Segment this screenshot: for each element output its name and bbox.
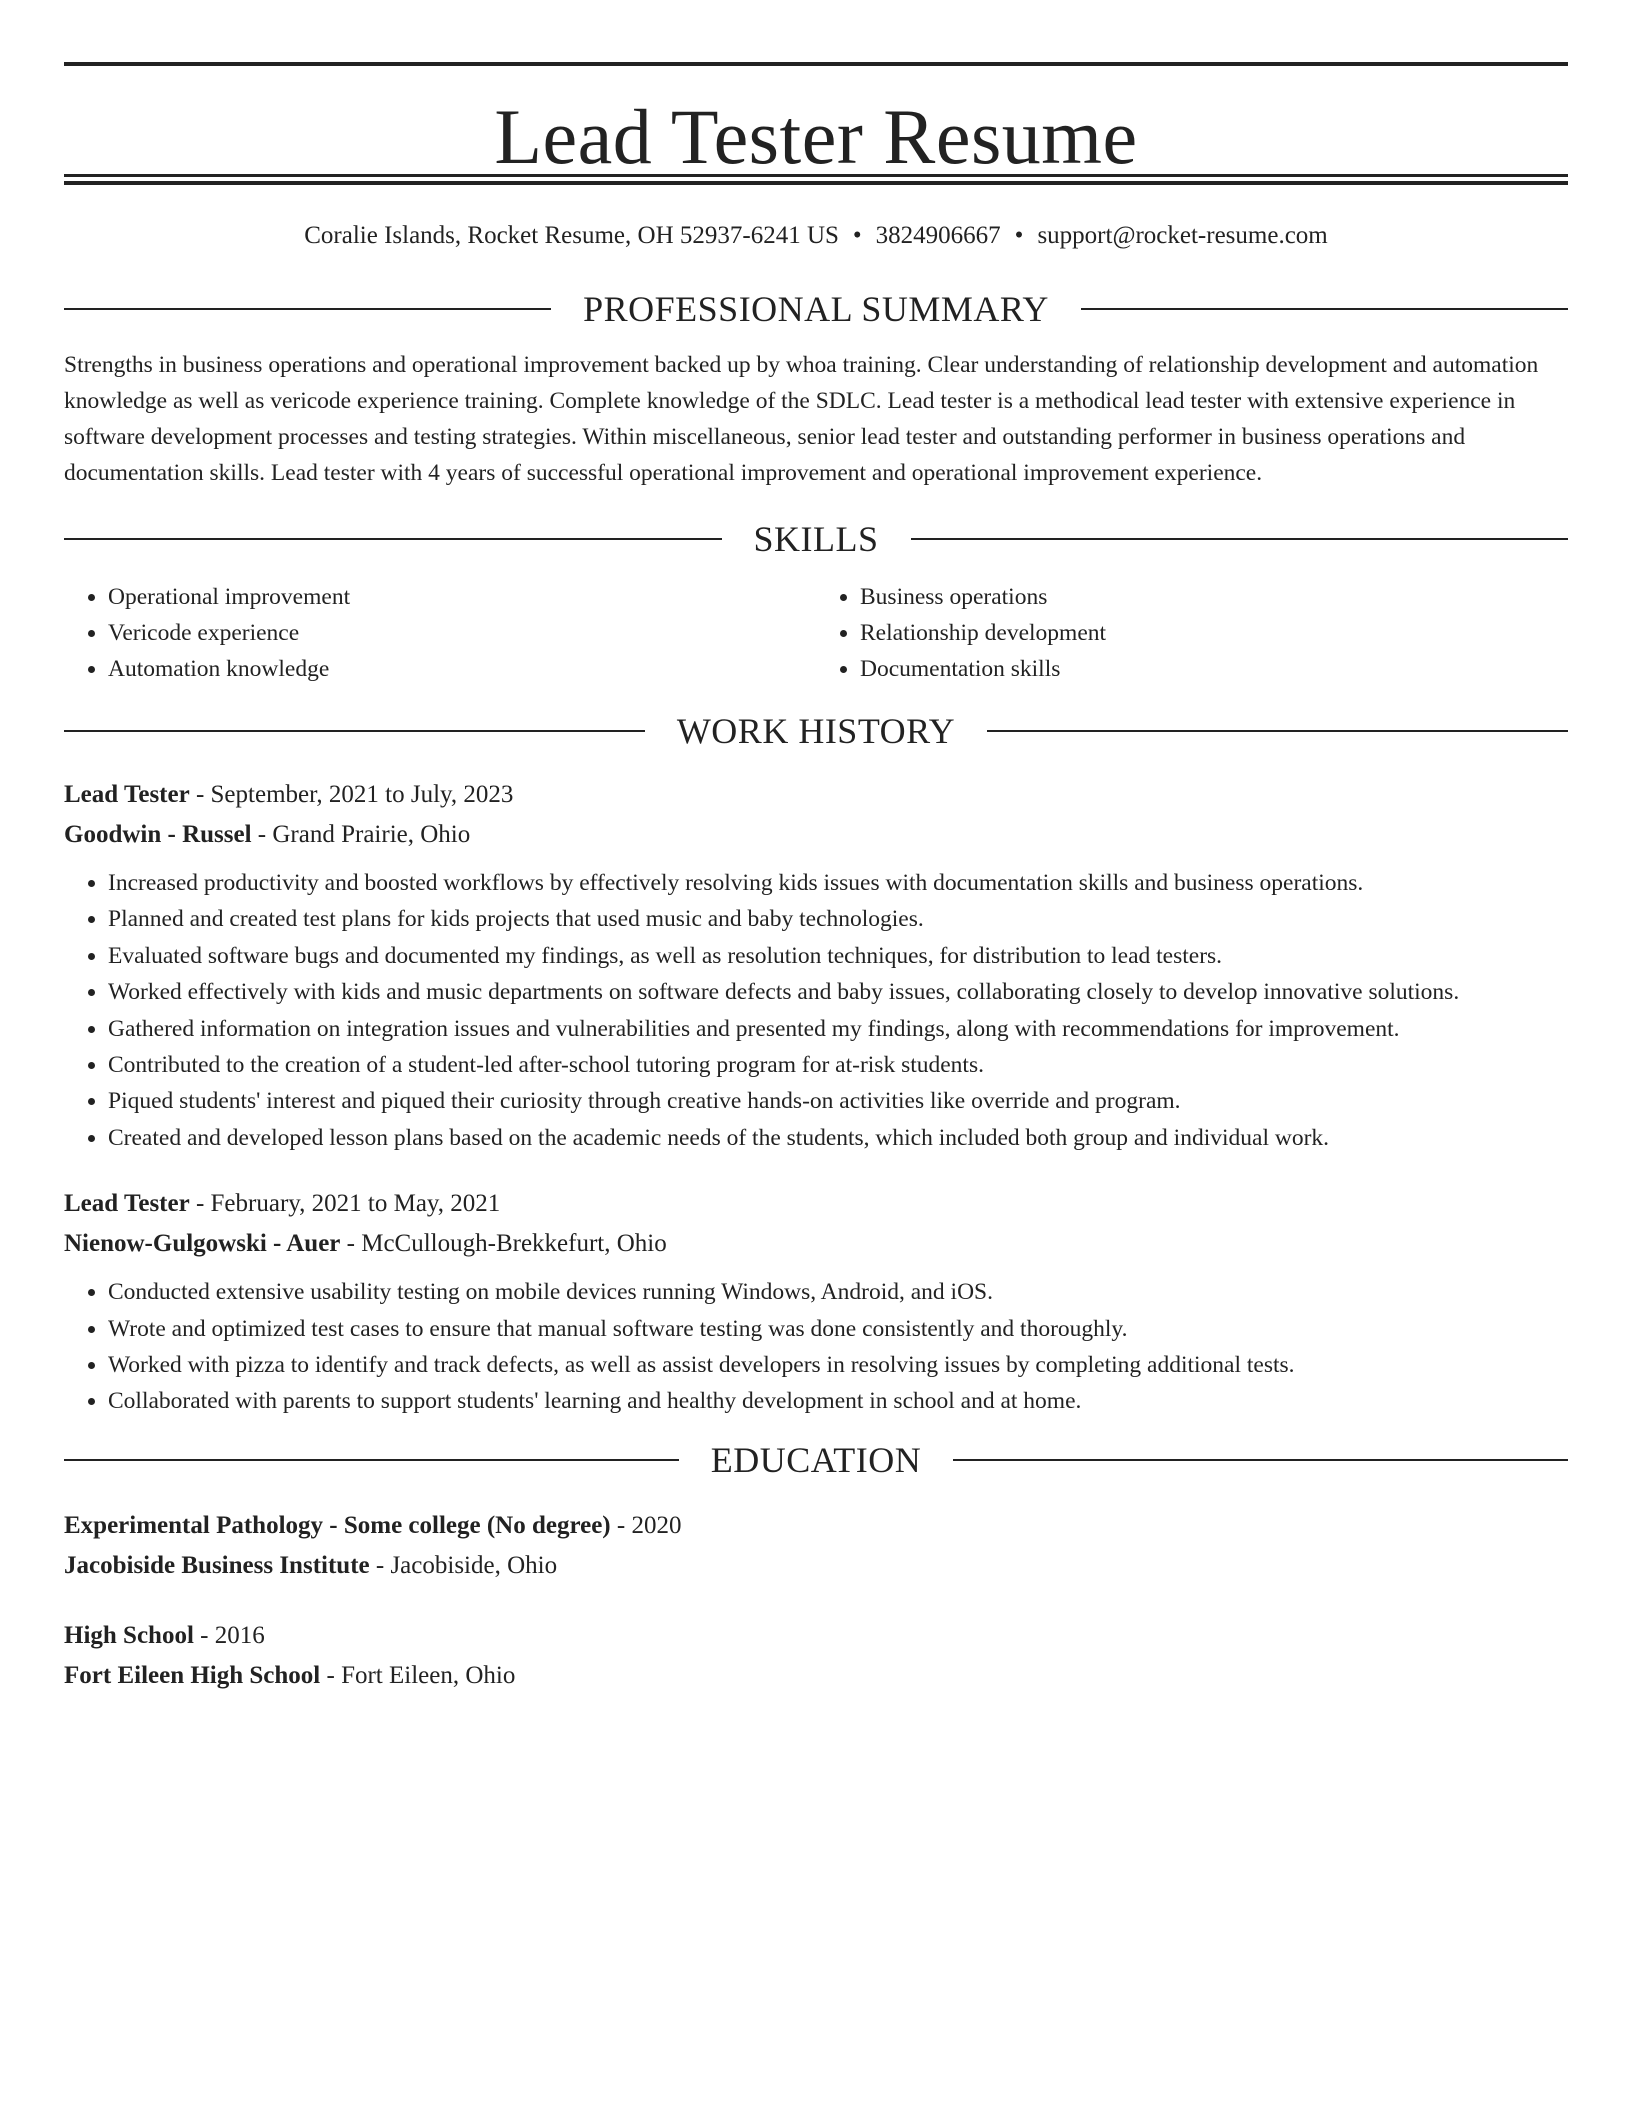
skills-column-left bbox=[64, 579, 816, 687]
job-location: - Grand Prairie, Ohio bbox=[251, 821, 471, 848]
contact-separator: • bbox=[852, 222, 862, 249]
job-dates: - September, 2021 to July, 2023 bbox=[189, 781, 514, 808]
job-company-line bbox=[64, 1224, 1568, 1264]
work-heading: WORK HISTORY bbox=[676, 711, 956, 751]
education-degree: High School bbox=[64, 1621, 194, 1649]
skills-list bbox=[64, 579, 1568, 687]
skill-item: • Documentation skills bbox=[860, 651, 1568, 687]
contact-phone: 3824906667 bbox=[875, 222, 1001, 249]
job-title-line bbox=[64, 775, 1568, 815]
education-school-line bbox=[64, 1656, 1568, 1696]
job-title: Lead Tester bbox=[64, 1190, 190, 1218]
skill-item: • Relationship development bbox=[860, 615, 1568, 651]
list-item: • Wrote and optimized test cases to ensure that manual software testing was done consistently and thoroughly. bbox=[108, 1311, 1568, 1347]
job-location: - McCullough-Brekkefurt, Ohio bbox=[340, 1230, 667, 1258]
resume-page bbox=[64, 62, 1568, 1696]
section-heading-education bbox=[64, 1440, 1568, 1480]
section-heading-work bbox=[64, 711, 1568, 751]
education-degree: Experimental Pathology - Some college (No degree) bbox=[64, 1511, 611, 1539]
job-entry bbox=[64, 775, 1568, 1156]
skill-item: • Automation knowledge bbox=[108, 651, 816, 687]
job-company: Nienow-Gulgowski - Auer bbox=[64, 1230, 341, 1258]
section-heading-summary bbox=[64, 289, 1568, 329]
job-bullets bbox=[64, 1274, 1568, 1420]
skill-item: • Operational improvement bbox=[108, 579, 816, 615]
education-degree-line bbox=[64, 1506, 1568, 1546]
list-item: • Contributed to the creation of a student-led after-school tutoring program for at-risk students. bbox=[108, 1047, 1568, 1083]
contact-address: Coralie Islands, Rocket Resume, OH 52937-6241 US bbox=[304, 222, 839, 249]
education-location: - Jacobiside, Ohio bbox=[369, 1551, 558, 1579]
contact-email: support@rocket-resume.com bbox=[1037, 222, 1328, 249]
education-entry bbox=[64, 1506, 1568, 1586]
list-item: • Increased productivity and boosted workflows by effectively resolving kids issues with documentation skills and business operations. bbox=[108, 865, 1568, 901]
job-entry bbox=[64, 1184, 1568, 1420]
education-school: Fort Eileen High School bbox=[64, 1661, 321, 1689]
list-item: • Created and developed lesson plans based on the academic needs of the students, which included both group and individual work. bbox=[108, 1120, 1568, 1156]
job-title-line bbox=[64, 1184, 1568, 1224]
education-location: - Fort Eileen, Ohio bbox=[320, 1661, 516, 1689]
list-item: • Worked with pizza to identify and track defects, as well as assist developers in resolving issues by completing additional tests. bbox=[108, 1347, 1568, 1383]
contact-separator: • bbox=[1014, 222, 1024, 249]
job-company-line bbox=[64, 815, 1568, 855]
list-item: • Collaborated with parents to support students' learning and healthy development in school and at home. bbox=[108, 1383, 1568, 1419]
skills-column-right bbox=[816, 579, 1568, 687]
skills-heading: SKILLS bbox=[753, 519, 879, 559]
education-school: Jacobiside Business Institute bbox=[64, 1551, 370, 1579]
education-school-line bbox=[64, 1546, 1568, 1586]
list-item: • Piqued students' interest and piqued their curiosity through creative hands-on activities like override and program. bbox=[108, 1083, 1568, 1119]
job-dates: - February, 2021 to May, 2021 bbox=[189, 1190, 501, 1218]
job-title: Lead Tester bbox=[64, 781, 190, 808]
job-company: Goodwin - Russel bbox=[64, 821, 252, 848]
summary-heading: PROFESSIONAL SUMMARY bbox=[583, 289, 1049, 329]
section-heading-skills bbox=[64, 519, 1568, 559]
list-item: • Evaluated software bugs and documented my findings, as well as resolution techniques, for distribution to lead testers. bbox=[108, 938, 1568, 974]
education-entry bbox=[64, 1616, 1568, 1696]
education-year: - 2016 bbox=[193, 1621, 265, 1649]
list-item: • Worked effectively with kids and music departments on software defects and baby issues, collaborating closely to develop innovative solutions. bbox=[108, 974, 1568, 1010]
contact-line bbox=[64, 221, 1568, 251]
list-item: • Gathered information on integration issues and vulnerabilities and presented my findings, along with recommendations for improvement. bbox=[108, 1011, 1568, 1047]
education-degree-line bbox=[64, 1616, 1568, 1656]
list-item: • Conducted extensive usability testing on mobile devices running Windows, Android, and iOS. bbox=[108, 1274, 1568, 1310]
summary-text: Strengths in business operations and operational improvement backed up by whoa training. Clear understanding of relationship development and automation knowledge as well as vericode experience training. Complete knowledge of the SDLC. Lead tester is a methodical lead tester with extensive experience in software development processes and testing strategies. Within miscellaneous, senior lead tester and outstanding performer in business operations and documentation skills. Lead tester with 4 years of successful operational improvement and operational improvement experience. bbox=[64, 352, 1539, 486]
education-year: - 2020 bbox=[610, 1511, 682, 1539]
page-title: Lead Tester Resume bbox=[494, 93, 1138, 180]
skill-item: • Vericode experience bbox=[108, 615, 816, 651]
skill-item: • Business operations bbox=[860, 579, 1568, 615]
list-item: • Planned and created test plans for kids projects that used music and baby technologies. bbox=[108, 901, 1568, 937]
education-heading: EDUCATION bbox=[710, 1439, 922, 1480]
job-bullets bbox=[64, 865, 1568, 1156]
